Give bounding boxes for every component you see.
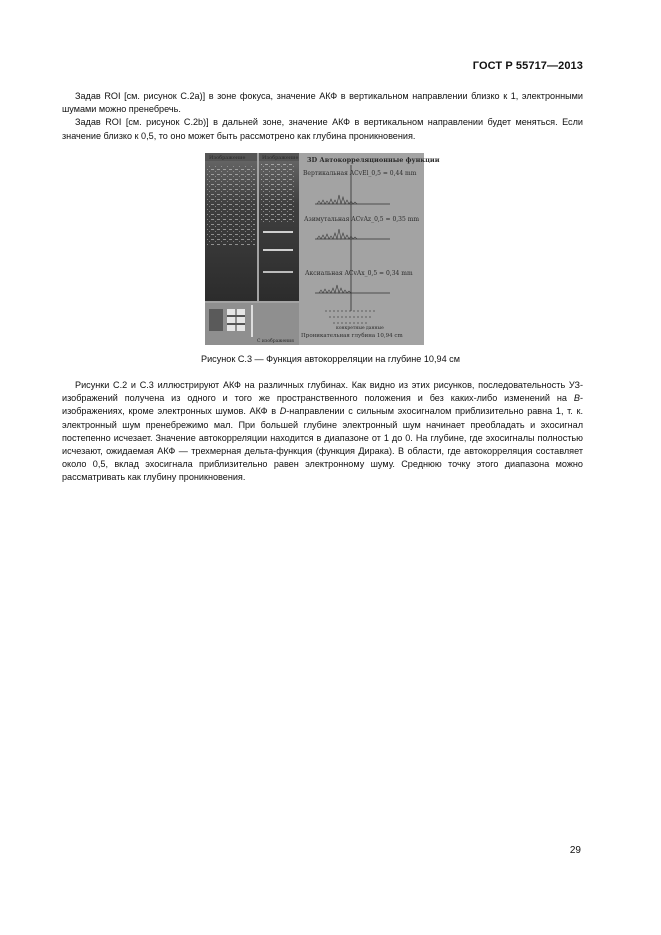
bottom-left-label: С изображения xyxy=(257,339,294,344)
intro-paragraph-1: Задав ROI [см. рисунок С.2а)] в зоне фокуса, значение АКФ в вертикальном направлении близко к 1, электронными шумами можно пренебречь. xyxy=(62,91,583,115)
scale-label: конкретные данные xyxy=(336,326,384,331)
figure-caption: Рисунок С.3 — Функция автокорреляции на глубине 10,94 см xyxy=(201,354,460,364)
left-panel-label: Изображение xyxy=(209,155,246,161)
autocorrelation-figure xyxy=(205,153,440,345)
depth-label: Проникательная глубина 10,94 cm xyxy=(301,333,403,339)
intro-section xyxy=(62,90,583,143)
document-header: ГОСТ Р 55717—2013 xyxy=(472,60,583,72)
ultrasound-panel-right xyxy=(259,153,299,301)
figure-graphic xyxy=(205,153,440,345)
right-panel-label: Изображение xyxy=(262,155,299,161)
axial-acf-label: Аксиальная ACvAx_0,5 = 0,34 mm xyxy=(305,270,413,277)
page-number: 29 xyxy=(569,845,581,856)
acf-plots xyxy=(301,156,440,339)
vertical-acf-label: Вертикальная ACvEl_0,5 = 0,44 mm xyxy=(303,170,417,177)
body-emphasis-b: В xyxy=(573,393,580,404)
azimuth-acf-label: Азимутальная ACvAz_0,5 = 0,35 mm xyxy=(304,216,420,223)
body-text-part-2: -изображениях, кроме электронных шумов. АКФ в xyxy=(62,393,583,417)
body-text-part-1: Рисунки С.2 и С.3 иллюстрируют АКФ на различных глубинах. Как видно из этих рисунков, последовательность УЗ-изображений получена из одного и того же пространственного положения и без каких-либо изменений на xyxy=(62,380,583,404)
body-section xyxy=(62,379,583,485)
intro-paragraph-2: Задав ROI [см. рисунок С.2b)] в дальней зоне, значение АКФ в вертикальном направлении будет меняться. Если значение близко к 0,5, то оно может быть рассмотрено как глубина проникновения. xyxy=(62,117,583,141)
bottom-left-thumbnails xyxy=(205,303,299,345)
figure-title: 3D Автокорреляционные функции xyxy=(307,156,440,164)
ultrasound-panel-left xyxy=(205,153,257,301)
body-emphasis-d: D xyxy=(279,406,287,417)
body-text-part-3: -направлении с сильным эхосигналом приблизительно равна 1, т. к. электронный шум пренебрежимо мал. При большей глубине электронный шум начинает преобладать и эхосигнал постепенно исчезает. Значение автокорреляции находится в диапазоне от 1 до 0. На глубине, где эхосигналы полностью исчезают, ожидаемая АКФ — трехмерная дельта-функция (функция Дирака). В области, где автокорреляция составляет около 0,5, вклад эхосигнала приблизительно равен электронному шуму. Среднюю точку этого диапазона можно рассматривать как глубину проникновения. xyxy=(62,406,584,483)
body-paragraph xyxy=(62,379,583,485)
